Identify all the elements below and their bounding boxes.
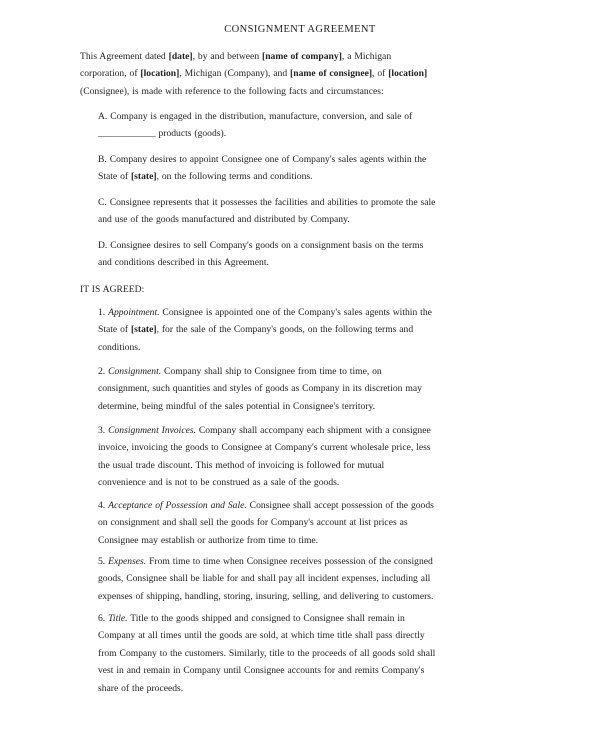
- consignee-name-placeholder: [name of consignee]: [290, 68, 373, 80]
- document-title: CONSIGNMENT AGREEMENT: [224, 24, 376, 35]
- clause-heading: Consignment Invoices.: [108, 425, 196, 436]
- fact-a: A. Company is engaged in the distribution, manufacture, conversion, and sale of ____________ products (goods).: [98, 111, 413, 140]
- clause-4-acceptance: 4. Acceptance of Possession and Sale. Consignee shall accept possession of the goods on consignment and shall sell the goods for Company's account at list prices as Consignee may establish or authorize from time to time.: [98, 500, 434, 546]
- intro-line-3: (Consignee), is made with reference to the following facts and circumstances:: [80, 85, 384, 97]
- state-placeholder: [state]: [130, 324, 157, 336]
- intro-line-1: This Agreement dated [date], by and between [name of company], a Michigan: [80, 51, 392, 62]
- date-placeholder: [date]: [168, 51, 193, 62]
- state-placeholder: [state]: [130, 171, 157, 183]
- fact-c: C. Consignee represents that it possesses the facilities and abilities to promote the sale and use of the goods manufactured and distributed by Company.: [98, 197, 436, 226]
- clause-heading: Acceptance of Possession and Sale.: [108, 500, 247, 511]
- clause-3-consignment-invoices: 3. Consignment Invoices. Company shall accompany each shipment with a consignee invoice, invoicing the goods to Consignee at Company's current wholesale price, less the usual trade discount. This method of invoicing is followed for mutual convenience and is not to be construed as a sale of the goods.: [98, 425, 431, 489]
- company-location-placeholder: [location]: [140, 68, 180, 80]
- clause-5-expenses: 5. Expenses. From time to time when Consignee receives possession of the consigned goods, Consignee shall be liable for and shall pay all incident expenses, including all expenses of shipping, handling, storing, insuring, selling, and delivering to customers.: [98, 556, 434, 602]
- consignee-location-placeholder: [location]: [388, 68, 428, 80]
- agreed-heading: IT IS AGREED:: [80, 284, 145, 295]
- clause-heading: Consignment.: [108, 366, 162, 377]
- clause-heading: Appointment.: [108, 307, 160, 318]
- intro-paragraph: [80, 48, 530, 100]
- intro-line-2: corporation, of [location], Michigan (Company), and [name of consignee], of [location]: [80, 68, 428, 80]
- clause-heading: Expenses.: [108, 556, 147, 567]
- clause-2-consignment: 2. Consignment. Company shall ship to Consignee from time to time, on consignment, such quantities and styles of goods as Company in its discretion may determine, being mindful of the sales potential in Consignee's territory.: [98, 366, 422, 412]
- clause-6-title: 6. Title. Title to the goods shipped and consigned to Consignee shall remain in Company at all times until the goods are sold, at which time title shall pass directly from Company to the customers. Similarly, title to the proceeds of all goods sold shall vest in and remain in Company until Consignee accounts for and remits Company's share of the proceeds.: [98, 613, 436, 694]
- clause-heading: Title.: [108, 613, 128, 624]
- clause-1-appointment: 1. Appointment. Consignee is appointed one of the Company's sales agents within the State of [state], for the sale of the Company's goods, on the following terms and conditions.: [98, 307, 432, 353]
- fact-d: D. Consignee desires to sell Company's goods on a consignment basis on the terms and conditions described in this Agreement.: [98, 240, 424, 269]
- company-name-placeholder: [name of company]: [262, 51, 342, 62]
- fact-b: B. Company desires to appoint Consignee one of Company's sales agents within the State of [state], on the following terms and conditions.: [98, 154, 427, 183]
